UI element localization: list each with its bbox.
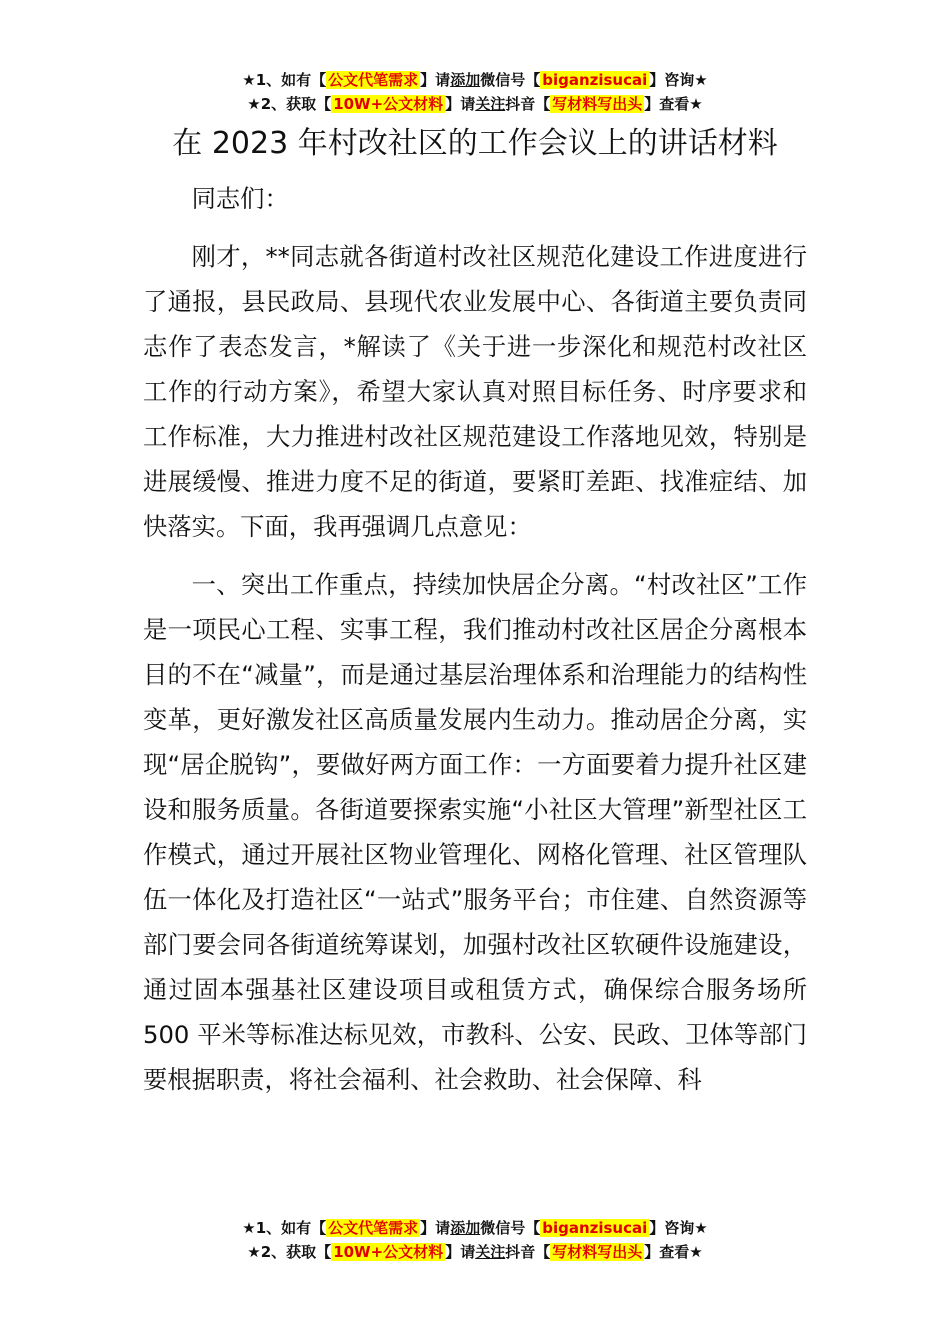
footer-promo-line-2	[0, 1240, 950, 1264]
promo-text: ★1、如有【	[242, 1219, 327, 1237]
promo-underlined-text: 添加	[450, 71, 481, 89]
promo-text: 】查看★	[644, 1243, 703, 1261]
document-body	[143, 176, 807, 1102]
promo-highlight: biganzisucai	[542, 1219, 648, 1237]
footer-promo-line-1	[0, 1216, 950, 1240]
paragraph-intro: 刚才，**同志就各街道村改社区规范化建设工作进度进行了通报，县民政局、县现代农业发展中心、各街道主要负责同志作了表态发言，*解读了《关于进一步深化和规范村改社区工作的行动方案》，希望大家认真对照目标任务、时序要求和工作标准，大力推进村改社区规范建设工作落地见效，特别是进展缓慢、推进力度不足的街道，要紧盯差距、找准症结、加快落实。下面，我再强调几点意见：	[143, 242, 807, 541]
promo-highlight: 公文代笔需求	[328, 71, 419, 89]
promo-text: 】咨询★	[649, 71, 708, 89]
promo-highlight: 写材料写出头	[552, 95, 643, 113]
promo-highlight: 公文代笔需求	[328, 1219, 419, 1237]
promo-highlight: 10W+公文材料	[333, 95, 444, 113]
promo-text: ★2、获取【	[247, 95, 332, 113]
promo-underlined-text: 添加	[450, 1219, 481, 1237]
footer-promo-banner	[0, 1216, 950, 1264]
promo-text: 】请	[445, 1243, 476, 1261]
promo-text: 微信号【	[480, 1219, 541, 1237]
salutation: 同志们：	[191, 184, 289, 213]
promo-underlined-text: 关注	[475, 95, 506, 113]
paragraph-section-1: 一、突出工作重点，持续加快居企分离。“村改社区”工作是一项民心工程、实事工程，我们推动村改社区居企分离根本目的不在“减量”，而是通过基层治理体系和治理能力的结构性变革，更好激发社区高质量发展内生动力。推动居企分离，实现“居企脱钩”，要做好两方面工作：一方面要着力提升社区建设和服务质量。各街道要探索实施“小社区大管理”新型社区工作模式，通过开展社区物业管理化、网格化管理、社区管理队伍一体化及打造社区“一站式”服务平台；市住建、自然资源等部门要会同各街道统筹谋划，加强村改社区软硬件设施建设，通过固本强基社区建设项目或租赁方式，确保综合服务场所 500 平米等标准达标见效，市教科、公安、民政、卫体等部门要根据职责，将社会福利、社会救助、社会保障、科	[143, 570, 807, 1094]
promo-text: 】请	[420, 1219, 451, 1237]
promo-text: 】请	[445, 95, 476, 113]
header-promo-banner	[0, 68, 950, 116]
promo-text: 】咨询★	[649, 1219, 708, 1237]
document-title: 在 2023 年村改社区的工作会议上的讲话材料	[172, 126, 778, 161]
promo-text: ★1、如有【	[242, 71, 327, 89]
promo-highlight: biganzisucai	[542, 71, 648, 89]
promo-underlined-text: 关注	[475, 1243, 506, 1261]
promo-text: 微信号【	[480, 71, 541, 89]
promo-highlight: 10W+公文材料	[333, 1243, 444, 1261]
promo-text: 抖音【	[505, 95, 551, 113]
promo-text: 抖音【	[505, 1243, 551, 1261]
promo-text: 】查看★	[644, 95, 703, 113]
header-promo-line-1	[0, 68, 950, 92]
promo-highlight: 写材料写出头	[552, 1243, 643, 1261]
promo-text: 】请	[420, 71, 451, 89]
promo-text: ★2、获取【	[247, 1243, 332, 1261]
header-promo-line-2	[0, 92, 950, 116]
